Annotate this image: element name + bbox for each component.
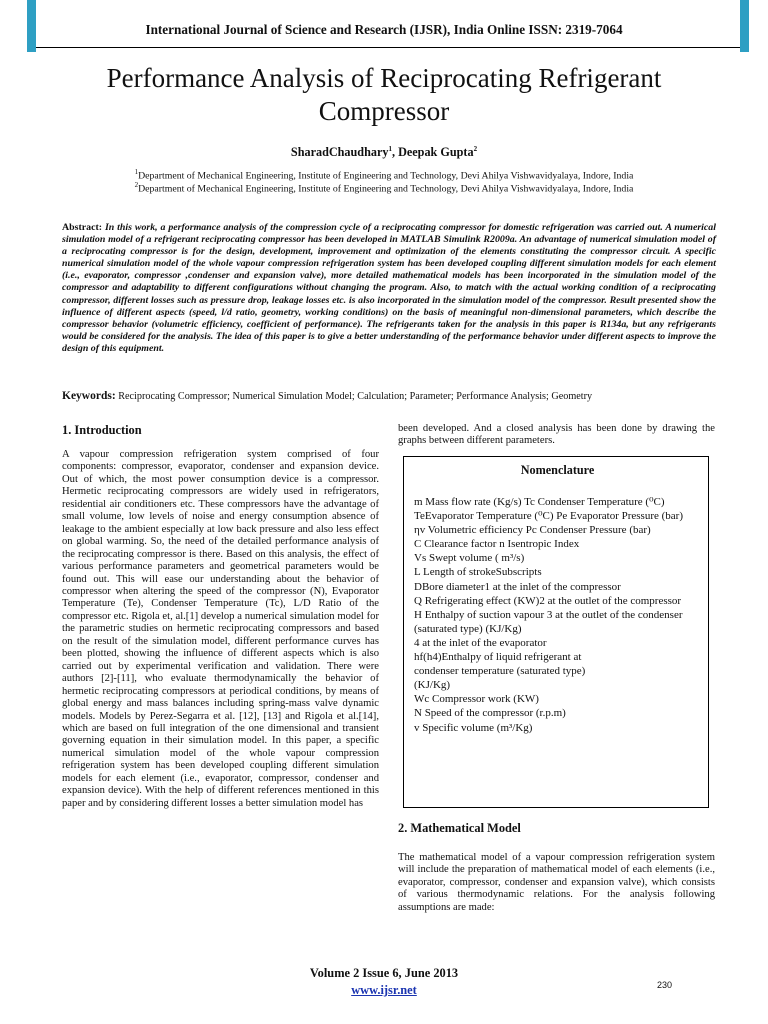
nomenclature-line: C Clearance factor n Isentropic Index [414,538,580,551]
affiliation-2-text: Department of Mechanical Engineering, Institute of Engineering and Technology, Devi Ahilya Vishwavidyalaya, Indore, India [138,183,634,195]
author-1-affiliation-mark: 1 [388,145,392,153]
abstract-label: Abstract: [62,222,103,233]
header-divider [36,47,740,48]
section-heading-mathematical-model: 2. Mathematical Model [398,821,521,835]
nomenclature-line: (KJ/Kg) [414,679,451,692]
nomenclature-line: Wc Compressor work (KW) [414,693,539,706]
nomenclature-line: m Mass flow rate (Kg/s) Tc Condenser Temperature (⁰C) [414,496,665,508]
author-2-affiliation-mark: 2 [473,145,478,153]
nomenclature-line: DBore diameter1 at the inlet of the compressor [414,580,621,593]
introduction-text: A vapour compression refrigeration system comprised of four components: compressor, evaporator, condenser and expansion device. Out of which, the most power consumption device is a compressor. Hermetic reciprocating compressors are widely used in refrigerators, residential air conditioners etc. These compressors have the advantage of small volume, low levels of noise and energy consumption absence of leakage to the ambient especially at low back pressure and also less effect on global warming. So, the need of the detailed performance analysis of the reciprocating compressor is there. Based on this analysis, the effect of various performance parameters and geometrical parameters would be found out. This will ease our understanding about the behavior of compressor when altering the speed of the compressor (N), Evaporator Temperature (Te), Condenser Temperature (Tc), L/D Ratio of the compressor etc. Rigola et, al.[1] develop a numerical simulation model for the parametric studies on hermetic reciprocating compressors and based on the result of the simulation model, different performance curves has been plotted, showing the influence of different aspects which is also carried out by experimental verification and validation. There were authors [2]-[11], who evaluate thermodynamically the behavior of hermetic reciprocating compressors at periodical conditions, by means of global energy and mass balances including spring-mass valve dynamic models. Models by Perez-Segarra et al. [12], [13] and Rigola et al.[14], which are based on full integration of the one dimensional and transient governing equation in their simulation model. In this paper, a specific numerical simulation model of the whole vapour compression refrigeration system has been developed coupling different simulation models for each element (i.e., evaporator, compressor, condenser and expansion device). With the help of different references mentioned in this paper and by considering different losses a better simulation model has [62,449,379,809]
nomenclature-title: Nomenclature [520,463,595,477]
nomenclature-line: ηv Volumetric efficiency Pc Condenser Pressure (bar) [414,524,651,537]
footer-volume: Volume 2 Issue 6, June 2013 [309,966,459,980]
author-2: Deepak Gupta [398,145,474,160]
nomenclature-line: (saturated type) (KJ/Kg) [414,622,522,635]
nomenclature-line: H Enthalpy of suction vapour 3 at the outlet of the condenser [414,608,683,621]
nomenclature-line: L Length of strokeSubscripts [414,566,542,579]
title-line-2: Compressor [318,96,450,126]
journal-header: International Journal of Science and Research (IJSR), India Online ISSN: 2319-7064 [145,22,623,37]
footer-website-link[interactable]: www.ijsr.net [351,983,417,997]
paper-title [30,62,738,128]
nomenclature-line: 4 at the inlet of the evaporator [414,636,547,649]
nomenclature-line: N Speed of the compressor (r.p.m) [414,707,566,720]
author-1: SharadChaudhary [290,145,389,160]
title-line-1: Performance Analysis of Reciprocating Refrigerant [106,63,662,93]
affiliation-1-text: Department of Mechanical Engineering, Institute of Engineering and Technology, Devi Ahilya Vishwavidyalaya, Indore, India [138,170,634,182]
nomenclature-box [403,456,709,808]
abstract [62,222,716,355]
nomenclature-line: Q Refrigerating effect (KW)2 at the outlet of the compressor [414,594,682,607]
nomenclature-line: Vs Swept volume ( m³/s) [414,552,525,565]
keywords-label: Keywords: [62,390,116,402]
keywords [62,390,722,402]
introduction-continued-text: been developed. And a closed analysis has been done by drawing the graphs between different parameters. [398,423,715,447]
page-number: 230 [657,980,673,990]
nomenclature-line: v Specific volume (m³/Kg) [414,721,533,734]
affiliation-1 [0,168,768,181]
section-heading-introduction: 1. Introduction [62,423,142,437]
nomenclature-line: condenser temperature (saturated type) [414,665,586,678]
affiliation-2-mark: 2 [134,181,139,189]
abstract-text: In this work, a performance analysis of the compression cycle of a reciprocating compressor for domestic refrigeration was carried out. A numerical simulation model of a refrigerant reciprocating compressor has been developed in MATLAB Simulink R2009a. An advantage of numerical simulation model of a reciprocating compressor is for the design, development, improvement and optimization of the elements constituting the compressor circuit. A specific numerical simulation model of the whole vapour compression refrigeration system has been developed coupling different simulation models for each element (i.e., evaporator, compressor ,condenser and expansion valve), more detailed mathematical models has been incorporated in the simulation model of the compressor and adaptability to different configurations without changing the program. Also, to match with the actual working condition of a reciprocating compressor, different losses such as pressure drop, leakage losses etc. is also incorporated in the simulation model of the compressor. Result presented show the influence of different aspects (speed, l/d ratio, geometry, working conditions) on the basis of meaningful non-dimensional parameters, which describe the compressor behavior (volumetric efficiency, coefficient of performance). The refrigerants taken for the analysis in this paper is R134a, but any refrigerants would be considered for the analysis. The idea of this paper is to give a better understanding of the performance behavior under different aspects to improve the design of this equipment. [62,222,716,354]
author-separator: , [391,145,399,160]
affiliation-2 [0,181,768,194]
keywords-text: Reciprocating Compressor; Numerical Simulation Model; Calculation; Parameter; Performance Analysis; Geometry [115,391,593,402]
nomenclature-line: TeEvaporator Temperature (⁰C) Pe Evaporator Pressure (bar) [414,510,684,523]
author-list [0,145,768,160]
affiliation-1-mark: 1 [134,168,139,176]
mathematical-model-text: The mathematical model of a vapour compression refrigeration system will include the preparation of mathematical model of each elements (i.e., evaporator, compressor, condenser and expansion valve), which consists of various thermodynamic relations. For the analysis following assumptions are made: [398,852,715,913]
nomenclature-line: hf(h4)Enthalpy of liquid refrigerant at [414,651,582,664]
